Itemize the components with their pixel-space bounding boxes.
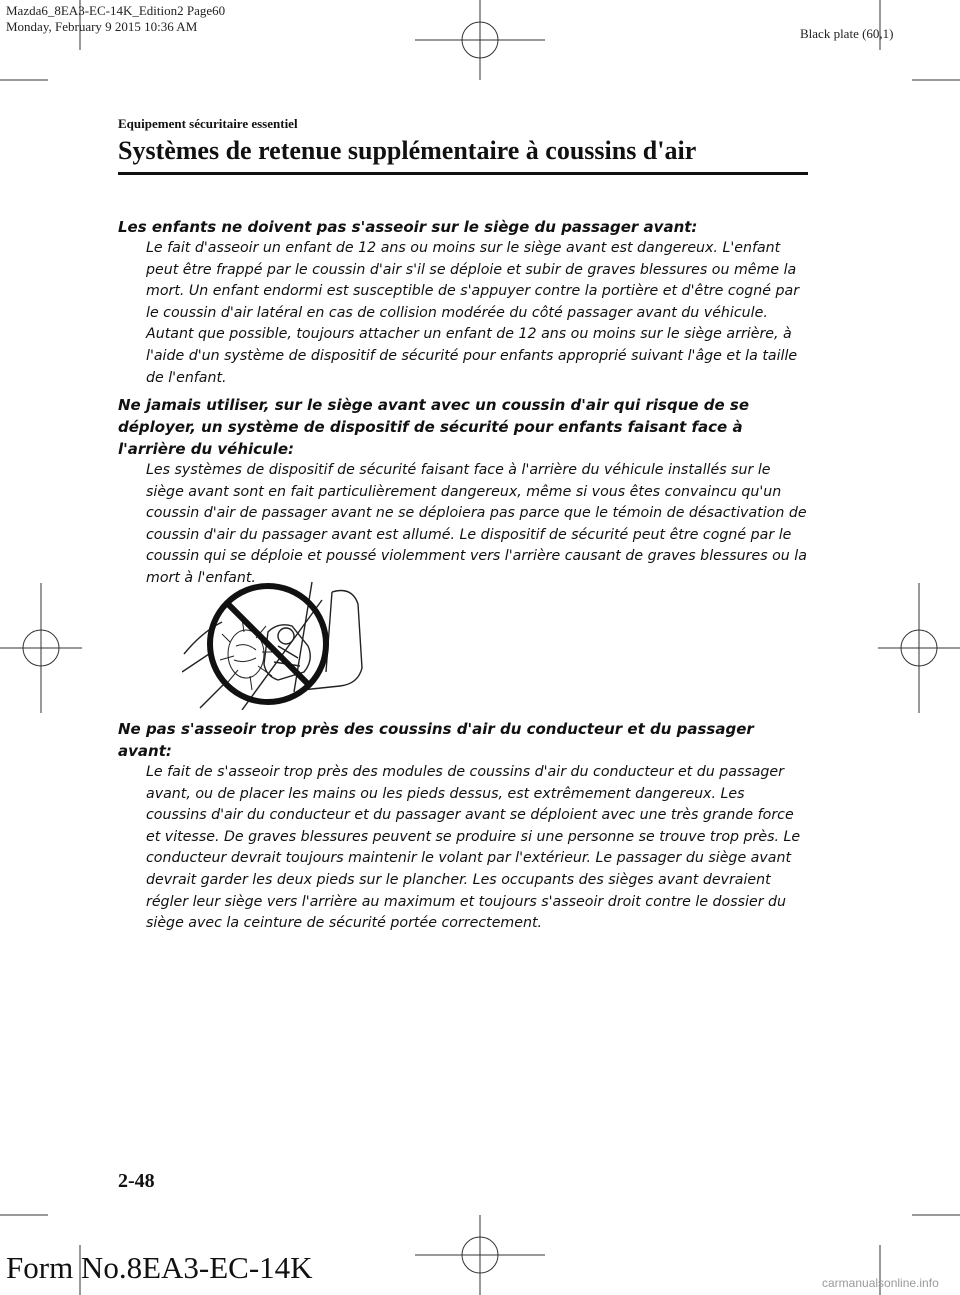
warning-1: [118, 216, 808, 389]
warning-body: Le fait d'asseoir un enfant de 12 ans ou moins sur le siège avant est dangereux. L'enfant peut être frappé par le coussin d'air s'il se déploie et subir de graves blessures ou même la mort. Un enfant endormi est susceptible de s'appuyer contre la portière et d'être cogné par le coussin d'air latéral en cas de collision modérée du côté passager avant du véhicule. Autant que possible, toujours attacher un enfant de 12 ans ou moins sur le siège arrière, à l'aide d'un système de dispositif de sécurité pour enfants approprié suivant l'âge et la taille de l'enfant.: [146, 240, 800, 386]
print-meta-date: Monday, February 9 2015 10:36 AM: [6, 19, 198, 34]
warning-heading: Ne pas s'asseoir trop près des coussins d'air du conducteur et du passager avant:: [118, 720, 754, 760]
print-meta: [6, 3, 225, 35]
page-number: 2-48: [118, 1170, 155, 1192]
warning-2: [118, 394, 808, 590]
warning-body: Les systèmes de dispositif de sécurité faisant face à l'arrière du véhicule installés sur le siège avant sont en fait particulièrement dangereux, même si vous êtes convaincu qu'un coussin d'air de passager avant ne se déploiera pas parce que le témoin de désactivation de coussin d'air du passager avant est allumé. Le dispositif de sécurité peut être cogné par le coussin qui se déploie et poussé violemment vers l'arrière causant de graves blessures ou la mort à l'enfant.: [146, 462, 807, 586]
no-rear-facing-child-seat-icon: [182, 572, 382, 710]
warning-heading: Ne jamais utiliser, sur le siège avant avec un coussin d'air qui risque de se déployer, un système de dispositif de sécurité pour enfants faisant face à l'arrière du véhicule:: [118, 396, 750, 458]
warning-body: Le fait de s'asseoir trop près des modules de coussins d'air du conducteur et du passager avant, ou de placer les mains ou les pieds dessus, est extrêmement dangereux. Les coussins d'air du conducteur et du passager avant se déploient avec une très grande force et vitesse. De graves blessures peuvent se produire si une personne se trouve trop près. Le conducteur devrait toujours maintenir le volant par l'extérieur. Le passager du siège avant devrait garder les deux pieds sur le plancher. Les occupants des sièges avant devraient régler leur siège vers l'arrière au maximum et toujours s'asseoir droit contre le dossier du siège avec la ceinture de sécurité portée correctement.: [146, 764, 801, 932]
warning-3: [118, 718, 808, 935]
warning-heading: Les enfants ne doivent pas s'asseoir sur le siège du passager avant:: [118, 218, 698, 236]
print-meta-file: Mazda6_8EA3-EC-14K_Edition2 Page60: [6, 3, 226, 18]
page-title: Systèmes de retenue supplémentaire à coussins d'air: [118, 136, 697, 165]
watermark: carmanualsonline.info: [822, 1276, 939, 1290]
plate-label: Black plate (60,1): [800, 26, 894, 41]
form-number: Form No.8EA3-EC-14K: [6, 1250, 313, 1285]
title-rule: [118, 172, 808, 175]
section-label: Equipement sécuritaire essentiel: [118, 116, 298, 131]
